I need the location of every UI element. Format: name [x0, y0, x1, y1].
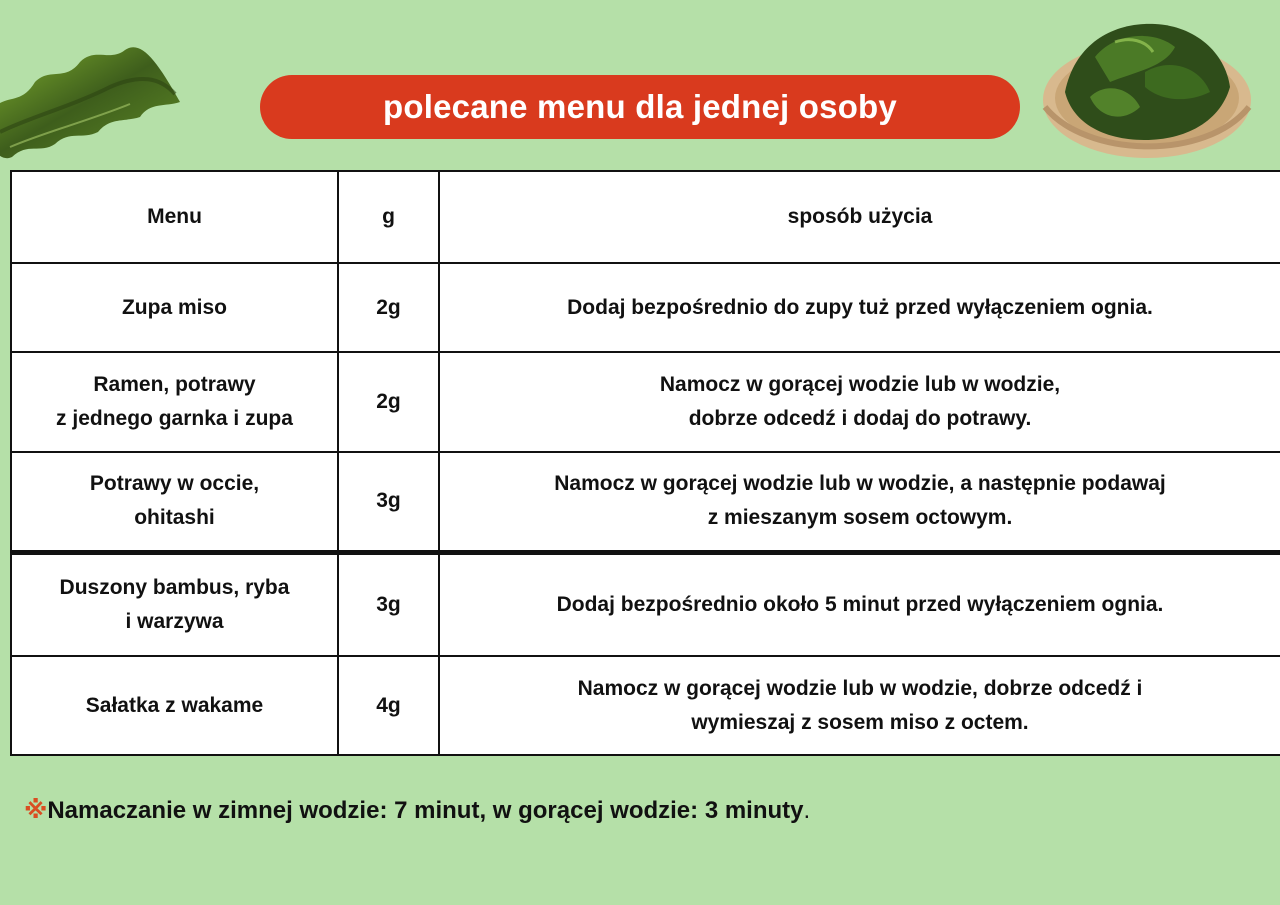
grams-cell: 3g: [338, 552, 439, 656]
usage-cell: Namocz w gorącej wodzie lub w wodzie, dobrze odcedź i wymieszaj z sosem miso z octem.: [439, 656, 1280, 755]
menu-table: [10, 170, 1280, 756]
reference-mark-icon: ※: [24, 797, 48, 824]
usage-cell: Namocz w gorącej wodzie lub w wodzie, a następnie podawaj z mieszanym sosem octowym.: [439, 452, 1280, 552]
table-row: [11, 452, 1280, 552]
header-grams: g: [338, 171, 439, 263]
footnote-text: Namaczanie w zimnej wodzie: 7 minut, w gorącej wodzie: 3 minuty: [47, 797, 804, 824]
menu-cell: Sałatka z wakame: [11, 656, 338, 755]
seaweed-strip-image: [0, 22, 190, 162]
table-row: [11, 656, 1280, 755]
grams-cell: 2g: [338, 352, 439, 452]
usage-cell: Dodaj bezpośrednio około 5 minut przed wyłączeniem ognia.: [439, 552, 1280, 656]
grams-cell: 2g: [338, 263, 439, 352]
menu-cell: Duszony bambus, ryba i warzywa: [11, 552, 338, 656]
menu-cell: Potrawy w occie, ohitashi: [11, 452, 338, 552]
grams-cell: 3g: [338, 452, 439, 552]
table-row: [11, 263, 1280, 352]
menu-cell: Ramen, potrawy z jednego garnka i zupa: [11, 352, 338, 452]
usage-cell: Dodaj bezpośrednio do zupy tuż przed wyłączeniem ognia.: [439, 263, 1280, 352]
header-usage: sposób użycia: [439, 171, 1280, 263]
title-banner: [260, 75, 1020, 139]
page-title: polecane menu dla jednej osoby: [383, 88, 897, 125]
header-menu: Menu: [11, 171, 338, 263]
menu-cell: Zupa miso: [11, 263, 338, 352]
usage-cell: Namocz w gorącej wodzie lub w wodzie, dobrze odcedź i dodaj do potrawy.: [439, 352, 1280, 452]
table-header-row: [11, 171, 1280, 263]
soaking-footnote: ※Namaczanie w zimnej wodzie: 7 minut, w gorącej wodzie: 3 minuty.: [24, 797, 811, 824]
wakame-bowl-image: [1035, 12, 1255, 167]
grams-cell: 4g: [338, 656, 439, 755]
table-row: [11, 352, 1280, 452]
table-row: [11, 552, 1280, 656]
